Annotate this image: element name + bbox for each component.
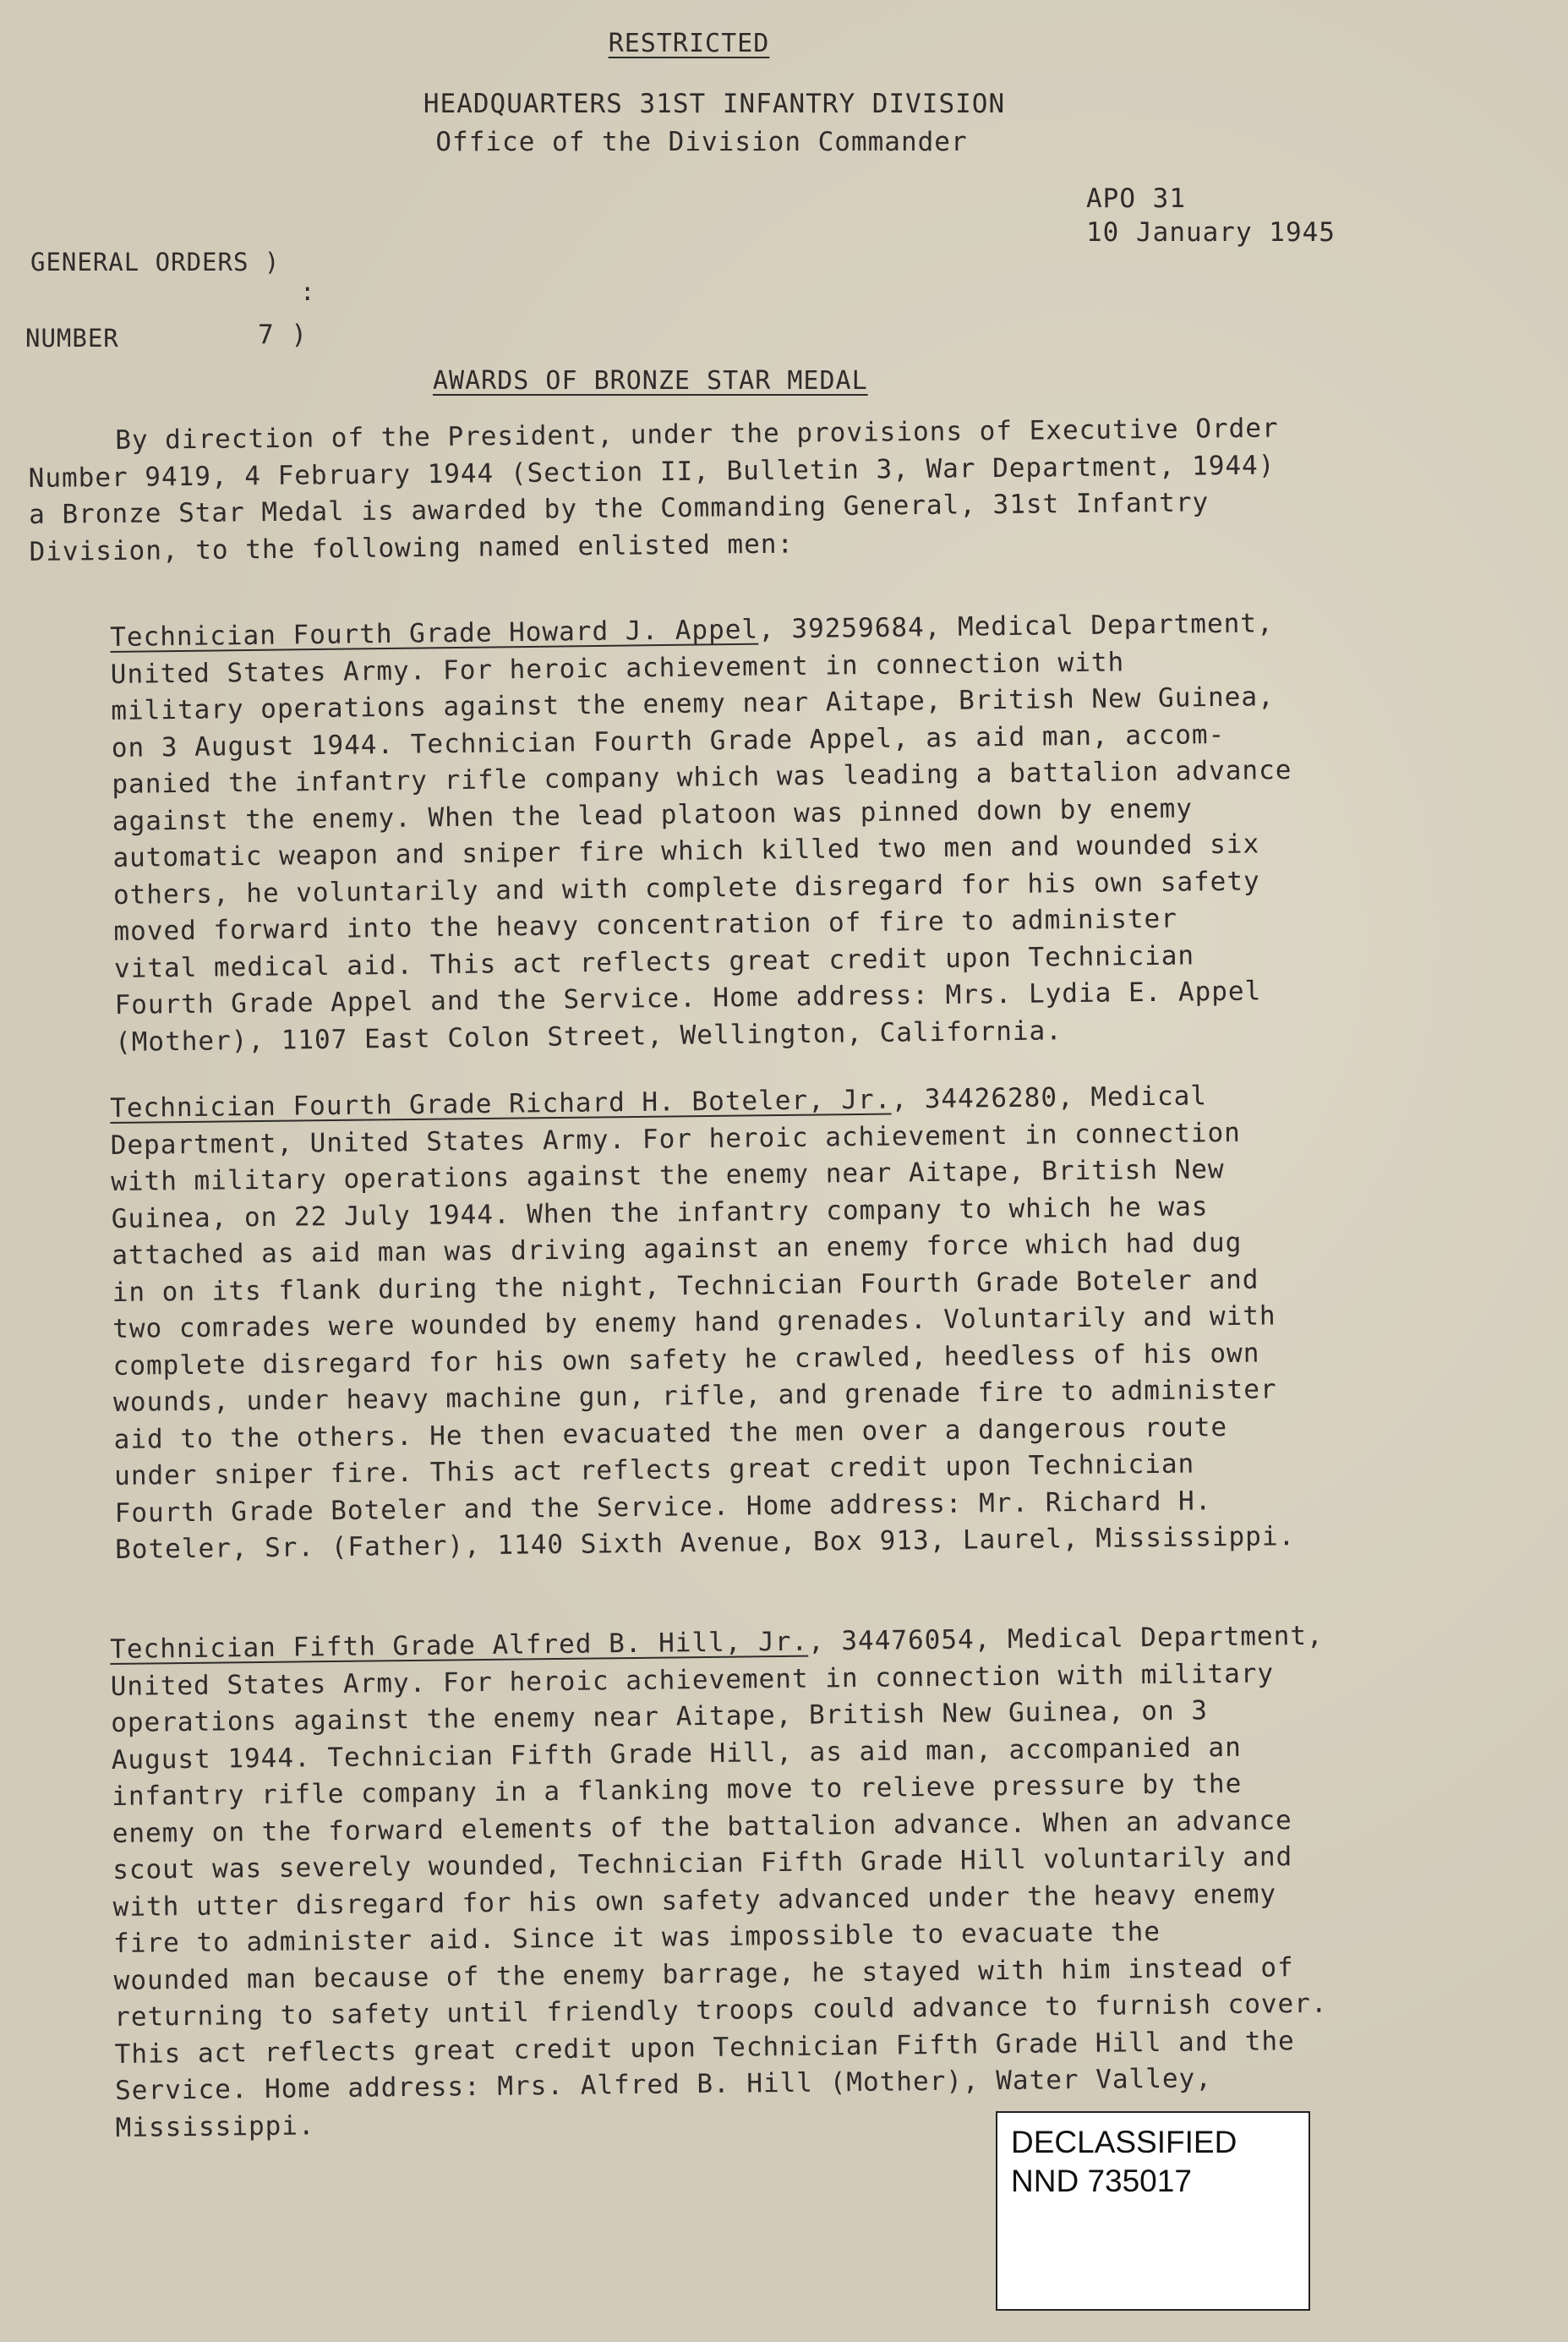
general-orders-label: GENERAL ORDERS ) bbox=[30, 248, 281, 276]
citation-line: with military operations against the enemy near Aitape, British New bbox=[111, 1154, 1225, 1197]
citation-line: , 34426280, Medical bbox=[891, 1081, 1208, 1115]
citation-line: United States Army. For heroic achievement in connection with bbox=[110, 646, 1125, 690]
citation-line: moved forward into the heavy concentration of fire to administer bbox=[113, 903, 1178, 947]
order-date: 10 January 1945 bbox=[1086, 217, 1336, 248]
citation-boteler bbox=[110, 1075, 1484, 1569]
stamp-line-2: NND 735017 bbox=[1011, 2164, 1192, 2198]
citation-line: , 34476054, Medical Department, bbox=[807, 1620, 1324, 1657]
citation-line: operations against the enemy near Aitape, British New Guinea, on 3 bbox=[111, 1695, 1209, 1738]
citation-line: Mississippi. bbox=[115, 2109, 315, 2143]
recipient-name: Technician Fourth Grade Howard J. Appel bbox=[110, 614, 759, 653]
citation-line: wounds, under heavy machine gun, rifle, and grenade fire to administer bbox=[112, 1374, 1277, 1418]
citation-line: (Mother), 1107 East Colon Street, Wellington, California. bbox=[114, 1015, 1063, 1058]
citation-line: with utter disregard for his own safety advanced under the heavy enemy bbox=[112, 1878, 1277, 1923]
citation-line: fire to administer aid. Since it was impossible to evacuate the bbox=[112, 1916, 1161, 1959]
citation-line: in on its flank during the night, Technician Fourth Grade Boteler and bbox=[112, 1264, 1259, 1308]
citation-line: Service. Home address: Mrs. Alfred B. Hill (Mother), Water Valley, bbox=[114, 2063, 1213, 2106]
general-orders-colon: : bbox=[300, 277, 316, 306]
citation-line: panied the infantry rifle company which was leading a battalion advance bbox=[112, 754, 1292, 800]
citation-line: August 1944. Technician Fifth Grade Hill, as aid man, accompanied an bbox=[111, 1732, 1242, 1776]
citation-line: enemy on the forward elements of the battalion advance. When an advance bbox=[112, 1804, 1292, 1849]
apo-line: APO 31 bbox=[1086, 183, 1186, 214]
stamp-line-1: DECLASSIFIED bbox=[1011, 2125, 1237, 2159]
citation-line: scout was severely wounded, Technician Fifth Grade Hill voluntarily and bbox=[112, 1841, 1293, 1885]
citation-line: military operations against the enemy near Aitape, British New Guinea, bbox=[111, 681, 1275, 726]
citation-line: infantry rifle company in a flanking move to relieve pressure by the bbox=[112, 1768, 1243, 1812]
declassified-stamp bbox=[996, 2111, 1310, 2311]
intro-line: Division, to the following named enlisted men: bbox=[29, 528, 795, 567]
intro-paragraph bbox=[28, 408, 1481, 570]
citation-line: Boteler, Sr. (Father), 1140 Sixth Avenue, Box 913, Laurel, Mississippi. bbox=[114, 1521, 1296, 1565]
citation-line: wounded man because of the enemy barrage, he stayed with him instead of bbox=[113, 1951, 1294, 1996]
intro-line: a Bronze Star Medal is awarded by the Commanding General, 31st Infantry bbox=[28, 487, 1210, 531]
citation-appel bbox=[110, 603, 1484, 1061]
classification-marking: RESTRICTED bbox=[608, 29, 770, 58]
citation-line: two comrades were wounded by enemy hand grenades. Voluntarily and with bbox=[112, 1300, 1276, 1344]
citation-line: Department, United States Army. For heroic achievement in connection bbox=[110, 1117, 1241, 1161]
citation-line: attached as aid man was driving against an enemy force which had dug bbox=[112, 1227, 1243, 1271]
citation-line: on 3 August 1944. Technician Fourth Grade Appel, as aid man, accom- bbox=[111, 719, 1226, 763]
citation-line: , 39259684, Medical Department, bbox=[757, 608, 1274, 645]
citation-line: others, he voluntarily and with complete disregard for his own safety bbox=[112, 865, 1260, 911]
citation-line: under sniper fire. This act reflects great credit upon Technician bbox=[113, 1448, 1195, 1491]
citation-line: Fourth Grade Boteler and the Service. Home address: Mr. Richard H. bbox=[114, 1485, 1212, 1529]
citation-line: against the enemy. When the lead platoon was pinned down by enemy bbox=[112, 792, 1194, 837]
citation-line: complete disregard for his own safety he crawled, heedless of his own bbox=[112, 1338, 1260, 1382]
intro-line: By direction of the President, under the provisions of Executive Order bbox=[115, 413, 1279, 456]
number-label: NUMBER bbox=[25, 324, 119, 353]
document-title: AWARDS OF BRONZE STAR MEDAL bbox=[433, 366, 868, 396]
recipient-name: Technician Fifth Grade Alfred B. Hill, Jr. bbox=[110, 1626, 809, 1665]
intro-line: Number 9419, 4 February 1944 (Section II, Bulletin 3, War Department, 1944) bbox=[28, 450, 1276, 494]
citation-line: aid to the others. He then evacuated the men over a dangerous route bbox=[113, 1411, 1228, 1455]
citation-line: vital medical aid. This act reflects great credit upon Technician bbox=[113, 939, 1195, 984]
citation-line: automatic weapon and sniper fire which killed two men and wounded six bbox=[112, 829, 1260, 873]
order-number: 7 ) bbox=[258, 320, 308, 350]
citation-line: Fourth Grade Appel and the Service. Home address: Mrs. Lydia E. Appel bbox=[114, 976, 1262, 1021]
citation-line: This act reflects great credit upon Technician Fifth Grade Hill and the bbox=[114, 2025, 1295, 2070]
citation-line: United States Army. For heroic achievement in connection with military bbox=[110, 1657, 1275, 1702]
citation-hill bbox=[110, 1617, 1485, 2147]
unit-heading: HEADQUARTERS 31ST INFANTRY DIVISION bbox=[423, 89, 1006, 119]
citation-line: Guinea, on 22 July 1944. When the infantry company to which he was bbox=[111, 1190, 1209, 1234]
citation-line: returning to safety until friendly troops could advance to furnish cover. bbox=[113, 1988, 1328, 2033]
recipient-name: Technician Fourth Grade Richard H. Boteler, Jr. bbox=[110, 1084, 892, 1124]
office-heading: Office of the Division Commander bbox=[435, 127, 968, 157]
